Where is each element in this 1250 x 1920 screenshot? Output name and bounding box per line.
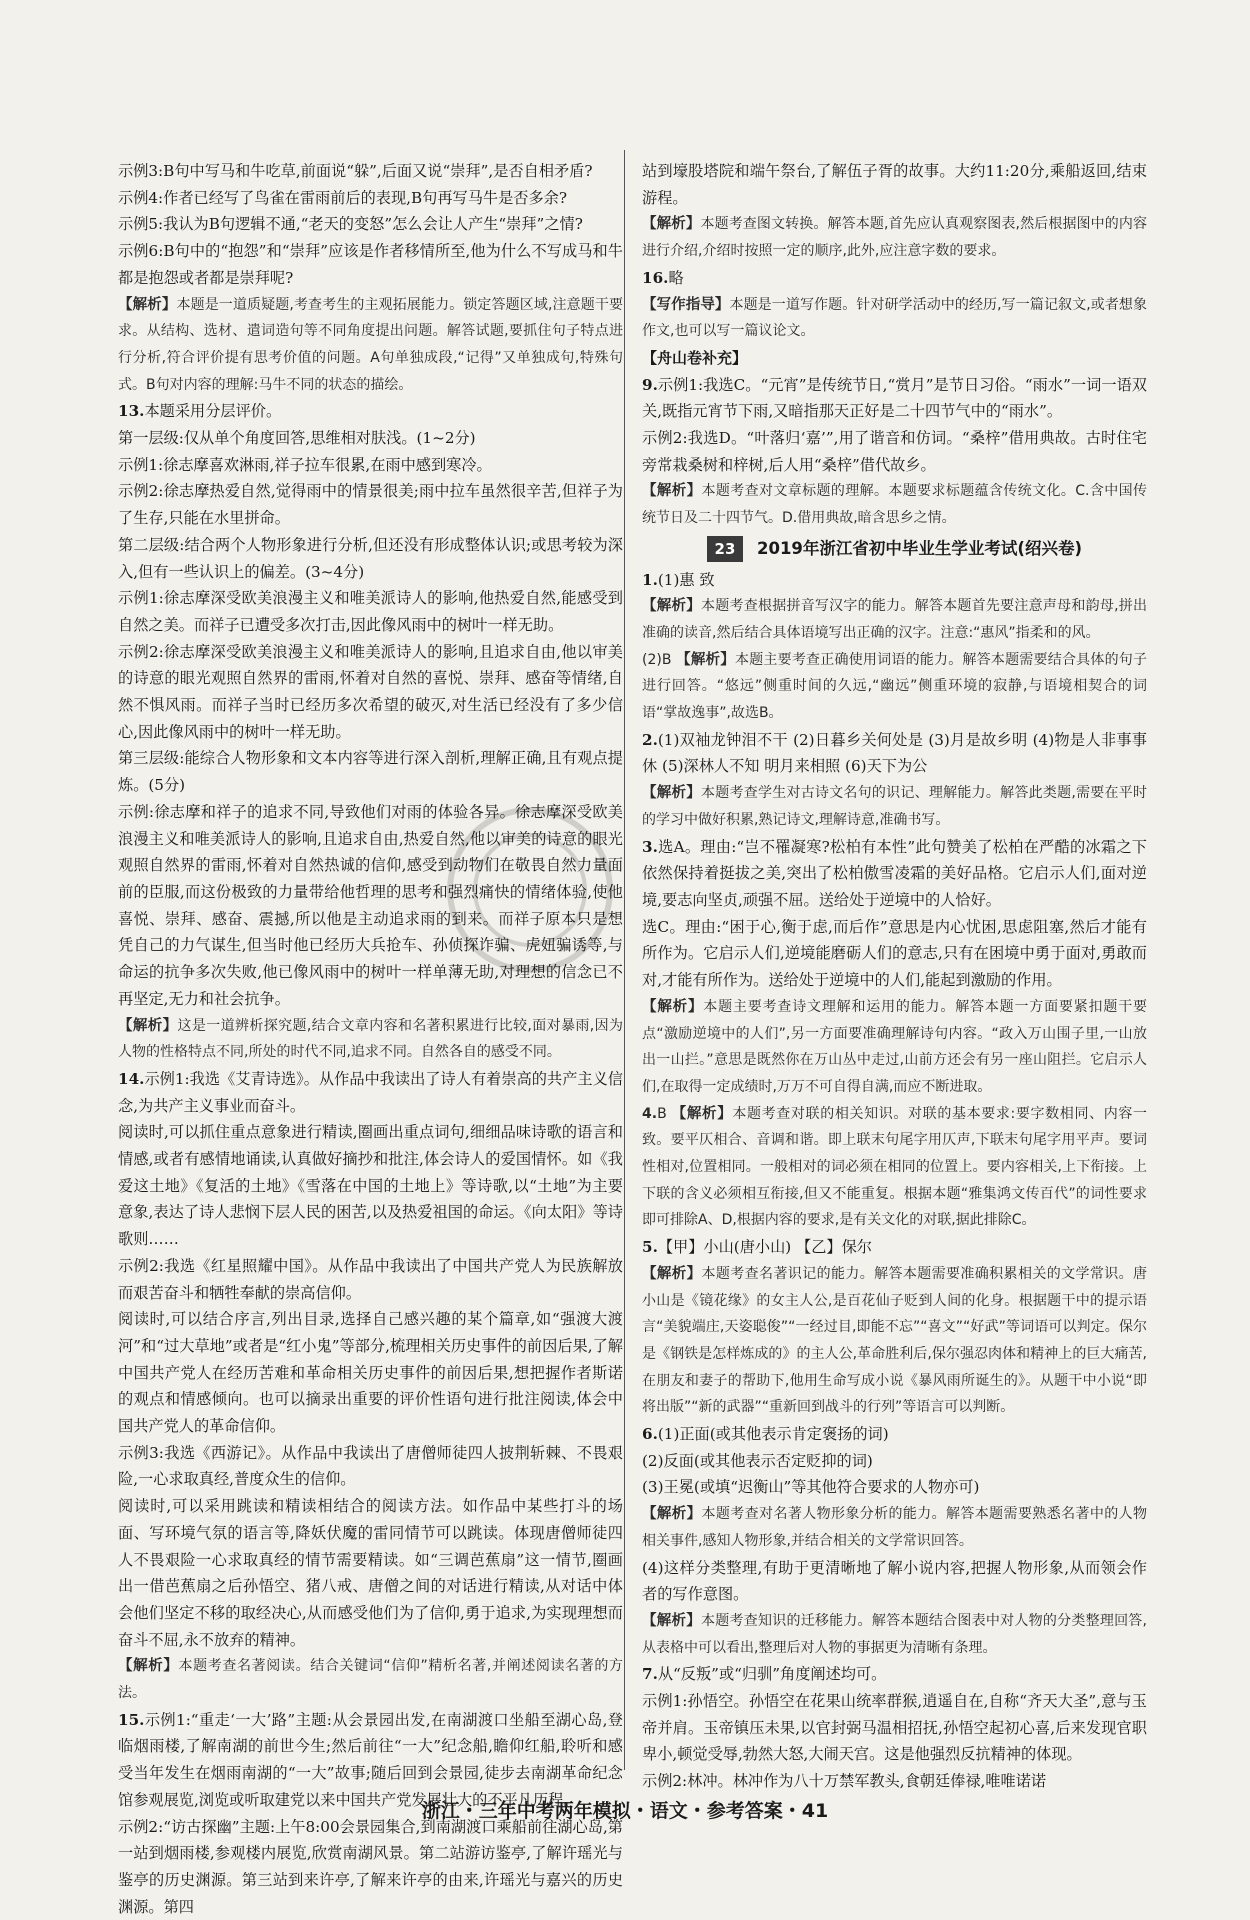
answer-14-example-2: 示例2:我选《红星照耀中国》。从作品中我读出了中国共产党人为民族解放而艰苦奋斗和牺牲奉献的崇高信仰。 [118,1256,623,1302]
analysis-tag: 【解析】 [676,651,735,668]
answer-13-level-1-example-1: 示例1:徐志摩喜欢淋雨,祥子拉车很累,在雨中感到寒冷。 [118,455,492,474]
answer-7-example-1: 示例1:孙悟空。孙悟空在花果山统率群猴,逍遥自在,自称“齐天大圣”,意与玉帝并肩。玉帝镇压未果,以官封弼马温相招抚,孙悟空起初心喜,后来发现官职卑小,顿觉受辱,勃然大怒,大闹天宫。这是他强烈反抗精神的体现。 [642,1692,1147,1764]
analysis-1-1: 【解析】本题考查根据拼音写汉字的能力。解答本题首先要注意声母和韵母,拼出准确的读音,然后结合具体语境写出正确的汉字。注意:“惠风”指柔和的风。 [642,598,1148,641]
analysis-6-2: 【解析】本题考查知识的迁移能力。解答本题结合图表中对人物的分类整理回答,从表格中可以看出,整理后对人物的事据更为清晰有条理。 [642,1612,1148,1656]
answer-1: 1.(1)惠 致 [642,570,715,589]
supplement-answer-9: 9.示例1:我选C。“元宵”是传统节日,“赏月”是节日习俗。“雨水”一词一语双关,既指元宵节下雨,又暗指那天正好是二十四节气中的“雨水”。 [642,375,1147,421]
right-column [642,158,1147,1795]
answer-13: 13.本题采用分层评价。 [118,402,282,421]
analysis-tag: 【解析】 [642,216,701,233]
analysis-tag: 【解析】 [642,998,704,1015]
answer-16: 16.略 [642,268,684,287]
analysis-tag: 【解析】 [118,1658,179,1675]
page-footer: 浙江・三年中考两年模拟・语文・参考答案・41 [421,1800,829,1822]
analysis-tag: 【解析】 [642,1612,701,1629]
left-column [118,158,623,1920]
analysis-tag: 【解析】 [642,483,702,500]
analysis-tag: 【解析】 [671,1105,733,1122]
zhoushan-supplement-heading: 【舟山卷补充】 [642,348,748,367]
answer-7: 7.从“反叛”或“归驯”角度阐述均可。 [642,1665,887,1684]
answer-13-level-2-example-2: 示例2:徐志摩深受欧美浪漫主义和唯美派诗人的影响,且追求自由,他以审美的诗意的眼光观照自然界的雷雨,怀着对自然的喜悦、崇拜、感奋等情绪,自然不惧风雨。而祥子当时已经历多次希望的破灭,对生活已经没有了多少信心,因此像风雨中的树叶一样无助。 [118,642,623,741]
analysis-3: 【解析】本题主要考查诗文理解和运用的能力。解答本题一方面要紧扣题干要点“激励逆境中的人们”,另一方面要准确理解诗句内容。“政入万山围子里,一山放出一山拦。”意思是既然你在万山丛中走过,山前方还会有另一座山阻拦。它启示人们,在取得一定成绩时,万万不可自得自满,而应不断进取。 [642,998,1148,1095]
analysis-14: 【解析】本题考查名著阅读。结合关键词“信仰”精析名著,并阐述阅读名著的方法。 [118,1658,623,1702]
analysis-tag: 【解析】 [118,296,177,313]
answer-13-level-1-example-2: 示例2:徐志摩热爱自然,觉得雨中的情景很美;雨中拉车虽然很辛苦,但祥子为了生存,只能在水里拼命。 [118,482,623,528]
answer-7-example-2: 示例2:林冲。林冲作为八十万禁军教头,食朝廷俸禄,唯唯诺诺 [642,1772,1047,1791]
analysis-tag: 【解析】 [642,1506,702,1523]
section-number-badge: 23 [707,536,743,562]
section-heading [642,536,1147,563]
answer-4: 4.B 【解析】本题考查对联的相关知识。对联的基本要求:要字数相同、内容一致。要平仄相合、音调和谐。即上联末句尾字用仄声,下联末句尾字用平声。要词性相对,位置相同。一般相对的词必须在相同的位置上。要内容相关,上下衔接。上下联的含义必须相互衔接,但又不能重复。根据本题“雅集鸿文传百代”的词性要求即可排除A、D,根据内容的要求,是有关文化的对联,据此排除C。 [642,1105,1148,1229]
analysis-15: 【解析】本题考查图文转换。解答本题,首先应认真观察图表,然后根据图中的内容进行介绍,介绍时按照一定的顺序,此外,应注意字数的要求。 [642,216,1148,260]
answer-13-level-2: 第二层级:结合两个人物形象进行分析,但还没有形成整体认识;或思考较为深入,但有一些认识上的偏差。(3~4分) [118,535,623,581]
answer-15-example-2: 示例2:“访古探幽”主题:上午8:00会景园集合,到南湖渡口乘船前往湖心岛,第一站到烟雨楼,参观楼内展览,欣赏南湖风景。第二站游访鉴亭,了解许瑶光与鉴亭的历史渊源。第三站到来许亭,了解来许亭的由来,许瑶光与嘉兴的历史渊源。第四 [118,1817,623,1916]
example-4: 示例4:作者已经写了鸟雀在雷雨前后的表现,B句再写马牛是否多余? [118,188,567,207]
answer-14-reading-1: 阅读时,可以抓住重点意象进行精读,圈画出重点词句,细细品味诗歌的语言和情感,或者有感情地诵读,认真做好摘抄和批注,体会诗人的爱国情怀。如《我爱这土地》《复活的土地》《雪落在中国的土地上》等诗歌,以“土地”为主要意象,表达了诗人悲悯下层人民的困苦,以及热爱祖国的命运。《向太阳》等诗歌则…… [118,1123,623,1249]
answer-6: 6.(1)正面(或其他表示肯定褒扬的词) [642,1425,889,1444]
analysis-supplement-9: 【解析】本题考查对文章标题的理解。本题要求标题蕴含传统文化。C.含中国传统节日及二十四节气。D.借用典故,暗含思乡之情。 [642,483,1148,527]
answer-2: 2.(1)双袖龙钟泪不干 (2)日暮乡关何处是 (3)月是故乡明 (4)物是人非事事休 (5)深林人不知 明月来相照 (6)天下为公 [642,730,1147,776]
example-5: 示例5:我认为B句逻辑不通,“老天的变怒”怎么会让人产生“崇拜”之情? [118,215,583,234]
answer-14: 14.示例1:我选《艾青诗选》。从作品中我读出了诗人有着崇高的共产主义信念,为共产主义事业而奋斗。 [118,1069,623,1115]
answer-14-reading-2: 阅读时,可以结合序言,列出目录,选择自己感兴趣的某个篇章,如“强渡大渡河”和“过大草地”或者是“红小鬼”等部分,梳理相关历史事件的前因后果,了解中国共产党人在经历苦难和革命相关历史事件的前因后果,想把握作者斯诺的观点和情感倾向。也可以摘录出重要的评价性语句进行批注阅读,体会中国共产党人的革命信仰。 [118,1310,623,1436]
writing-guidance-16: 【写作指导】本题是一道写作题。针对研学活动中的经历,写一篇记叙文,或者想象作文,也可以写一篇议论文。 [642,296,1147,340]
answer-3-option-c: 选C。理由:“困于心,衡于虑,而后作”意思是内心忧困,思虑阻塞,然后才能有所作为。它启示人们,逆境能磨砺人们的意志,只有在困境中勇于面对,勇敢而对,才能有所作为。送给处于逆境中的人们,能起到激励的作用。 [642,917,1147,990]
answer-6-3: (3)王冕(或填“迟衡山”等其他符合要求的人物亦可) [642,1478,980,1497]
analysis-tag: 【解析】 [642,1265,702,1282]
analysis-6-1: 【解析】本题考查对名著人物形象分析的能力。解答本题需要熟悉名著中的人物相关事件,感知人物形象,并结合相关的文学常识回答。 [642,1506,1147,1549]
answer-6-2: (2)反面(或其他表示否定贬抑的词) [642,1451,873,1470]
answer-3: 3.选A。理由:“岂不罹凝寒?松柏有本性”此句赞美了松柏在严酷的冰霜之下依然保持着挺拔之美,突出了松柏傲雪凌霜的美好品格。它启示人们,面对逆境,要志向坚贞,顽强不屈。送给处于逆境中的人恰好。 [642,837,1147,909]
answer-5: 5.【甲】小山(唐小山) 【乙】保尔 [642,1238,872,1257]
answer-15-continued: 站到壕股塔院和端午祭台,了解伍子胥的故事。大约11:20分,乘船返回,结束游程。 [642,162,1147,207]
example-6: 示例6:B句中的“抱怨”和“崇拜”应该是作者移情所至,他为什么不写成马和牛都是抱怨或者都是崇拜呢? [118,242,623,287]
answer-13-level-2-example-1: 示例1:徐志摩深受欧美浪漫主义和唯美派诗人的影响,他热爱自然,能感受到自然之美。而祥子已遭受多次打击,因此像风雨中的树叶一样无助。 [118,589,623,634]
answer-13-level-3: 第三层级:能综合人物形象和文本内容等进行深入剖析,理解正确,且有观点提炼。(5分) [118,749,623,795]
answer-13-level-3-example: 示例:徐志摩和祥子的追求不同,导致他们对雨的体验各异。徐志摩深受欧美浪漫主义和唯美派诗人的影响,且追求自由,热爱自然,他以审美的诗意的眼光观照自然界的雷雨,怀着对自然热诚的信仰,感受到动物们在敬畏自然力量面前的臣服,而这份极致的力量带给他哲理的思考和强烈痛快的情绪体验,使他喜悦、崇拜、感奋、震撼,所以他是主动追求雨的到来。而祥子原本只是想凭自己的力气谋生,但当时他已经历大兵抢车、孙侦探诈骗、虎妞骗诱等,与命运的抗争多次失败,他已像风雨中的树叶一样单薄无助,对理想的信念已不再坚定,无力和社会抗争。 [118,802,623,1008]
answer-14-example-3: 示例3:我选《西游记》。从作品中我读出了唐僧师徒四人披荆斩棘、不畏艰险,一心求取真经,普度众生的信仰。 [118,1443,623,1489]
analysis-tag: 【解析】 [118,1017,178,1034]
answer-14-reading-3: 阅读时,可以采用跳读和精读相结合的阅读方法。如作品中某些打斗的场面、写环境气氛的语言等,降妖伏魔的雷同情节可以跳读。体现唐僧师徒四人不畏艰险一心求取真经的情节需要精读。如“三调芭蕉扇”这一情节,圈画出一借芭蕉扇之后孙悟空、猪八戒、唐僧之间的对话进行精读,从对话中体会他们坚定不移的取经决心,从而感受他们为了信仰,勇于追求,为实现理想而奋斗不屈,永不放弃的精神。 [118,1497,623,1649]
analysis-tag: 【解析】 [642,598,701,615]
analysis-12: 【解析】本题是一道质疑题,考查考生的主观拓展能力。锁定答题区域,注意题干要求。从结构、选材、遣词造句等不同角度提出问题。解答试题,要抓住句子特点进行分析,符合评价提有思考价值的问题。A句单独成段,“记得”又单独成句,特殊句式。B句对内容的理解:马牛不同的状态的描绘。 [118,296,624,393]
analysis-13: 【解析】这是一道辨析探究题,结合文章内容和名著积累进行比较,面对暴雨,因为人物的性格特点不同,所处的时代不同,追求不同。自然各自的感受不同。 [118,1017,623,1061]
answer-6-4: (4)这样分类整理,有助于更清晰地了解小说内容,把握人物形象,从而领会作者的写作意图。 [642,1558,1147,1604]
supplement-answer-9-example-2: 示例2:我选D。“叶落归‘嘉’”,用了谐音和仿词。“桑梓”借用典故。古时住宅旁常栽桑树和梓树,后人用“桑梓”借代故乡。 [642,429,1147,474]
example-3: 示例3:B句中写马和牛吃草,前面说“躲”,后面又说“崇拜”,是否自相矛盾? [118,162,593,180]
analysis-tag: 【解析】 [642,785,701,802]
analysis-2: 【解析】本题考查学生对古诗文名句的识记、理解能力。解答此类题,需要在平时的学习中做好积累,熟记诗文,理解诗意,准确书写。 [642,785,1148,828]
column-divider [624,150,625,1770]
section-title: 2019年浙江省初中毕业生学业考试(绍兴卷) [756,538,1082,558]
answer-13-level-1: 第一层级:仅从单个角度回答,思维相对肤浅。(1~2分) [118,429,476,448]
writing-guidance-tag: 【写作指导】 [642,296,730,313]
analysis-5: 【解析】本题考查名著识记的能力。解答本题需要准确积累相关的文学常识。唐小山是《镜花缘》的女主人公,是百花仙子贬到人间的化身。根据题干中的提示语言“美貌端庄,天姿聪俊”“一经过目,即能不忘”“喜文”“好武”等词语可以判定。保尔是《钢铁是怎样炼成的》的主人公,革命胜利后,保尔强忍肉体和精神上的巨大痛苦,在朋友和妻子的帮助下,他用生命写成小说《暴风雨所诞生的》。从题干中小说“即将出版”“新的武器”“重新回到战斗的行列”等语言可以判断。 [642,1265,1147,1416]
answer-15: 15.示例1:“重走‘一大’路”主题:从会景园出发,在南湖渡口坐船至湖心岛,登临烟雨楼,了解南湖的前世今生;然后前往“一大”纪念船,瞻仰红船,聆听和感受当年发生在烟雨南湖的“一大”故事;随后回到会景园,徒步去南湖革命纪念馆参观展览,浏览或听取建党以来中国共产党发展壮大的不平凡历程。 [118,1710,623,1809]
analysis-1-2: (2)B 【解析】本题主要考查正确使用词语的能力。解答本题需要结合具体的句子进行回答。“悠远”侧重时间的久远,“幽远”侧重环境的寂静,与语境相契合的词语“掌故逸事”,故选B。 [642,651,1148,722]
